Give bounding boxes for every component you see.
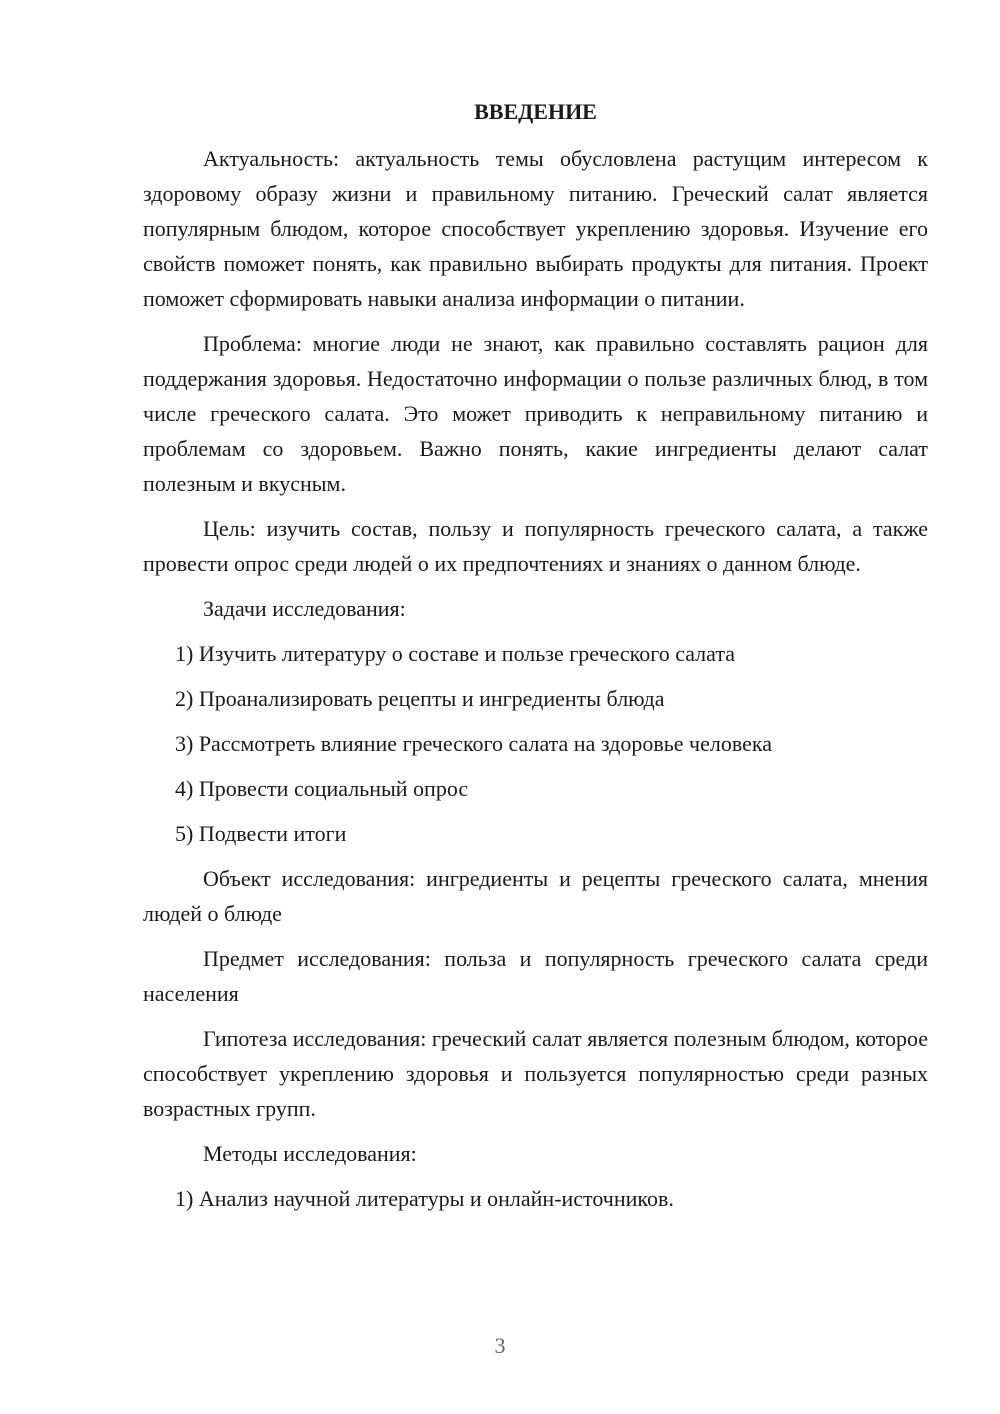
subject-paragraph: Предмет исследования: польза и популярность греческого салата среди населения	[143, 946, 928, 1006]
task-item: 5) Подвести итоги	[175, 821, 347, 846]
task-item: 2) Проанализировать рецепты и ингредиенты блюда	[175, 686, 665, 711]
page-number: 3	[494, 1333, 506, 1358]
page-content	[143, 94, 928, 1226]
task-item: 3) Рассмотреть влияние греческого салата на здоровье человека	[175, 731, 772, 756]
goal-paragraph: Цель: изучить состав, пользу и популярность греческого салата, а также провести опрос среди людей о их предпочтениях и знаниях о данном блюде.	[143, 516, 928, 576]
tasks-label: Задачи исследования:	[203, 596, 406, 621]
object-paragraph: Объект исследования: ингредиенты и рецепты греческого салата, мнения людей о блюде	[143, 866, 928, 926]
problem-paragraph: Проблема: многие люди не знают, как правильно составлять рацион для поддержания здоровья. Недостаточно информации о пользе различных блюд, в том числе греческого салата. Это может приводить к неправильному питанию и проблемам со здоровьем. Важно понять, какие ингредиенты делают салат полезным и вкусным.	[143, 331, 928, 496]
methods-label: Методы исследования:	[203, 1141, 417, 1166]
relevance-paragraph: Актуальность: актуальность темы обусловлена растущим интересом к здоровому образу жизни и правильному питанию. Греческий салат является популярным блюдом, которое способствует укреплению здоровья. Изучение его свойств поможет понять, как правильно выбирать продукты для питания. Проект поможет сформировать навыки анализа информации о питании.	[143, 146, 928, 311]
hypothesis-paragraph: Гипотеза исследования: греческий салат является полезным блюдом, которое способствует укреплению здоровья и пользуется популярностью среди разных возрастных групп.	[143, 1026, 929, 1121]
task-item: 1) Изучить литературу о составе и пользе греческого салата	[175, 641, 736, 666]
page-title: ВВЕДЕНИЕ	[474, 99, 597, 124]
method-item: 1) Анализ научной литературы и онлайн-источников.	[175, 1186, 674, 1211]
task-item: 4) Провести социальный опрос	[175, 776, 469, 801]
